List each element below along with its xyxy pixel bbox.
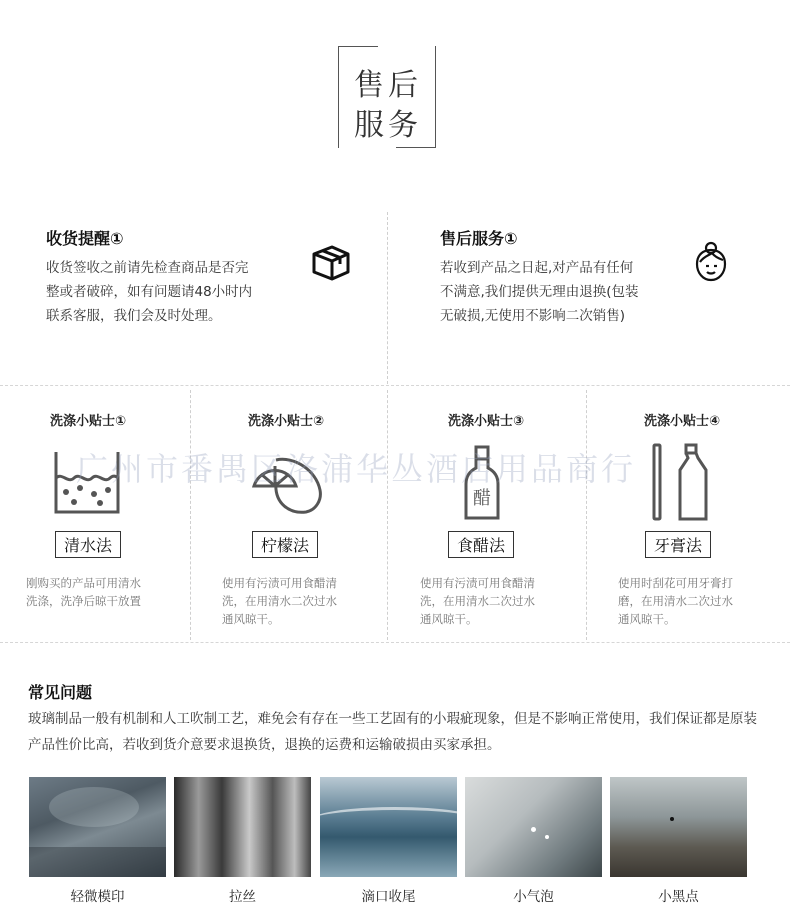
defect-caption-4: 小气泡 — [513, 889, 554, 905]
customer-service-icon — [690, 240, 732, 284]
header-line2: 服务 — [354, 108, 422, 143]
tip-4-title: 洗涤小贴士④ — [644, 414, 721, 429]
after-sales-header — [338, 46, 436, 148]
tip-2-method: 柠檬法 — [252, 531, 318, 558]
tip-3-title: 洗涤小贴士③ — [448, 414, 525, 429]
after-sales-text: 若收到产品之日起,对产品有任何 不满意,我们提供无理由退换(包装 无破损,无使用不影响二次销售) — [440, 260, 639, 324]
defect-caption-3: 滴口收尾 — [361, 889, 416, 905]
receipt-text: 收货签收之前请先检查商品是否完 整或者破碎，如有问题请48小时内 联系客服，我们会及时处理。 — [46, 260, 253, 324]
after-sales-title: 售后服务① — [440, 229, 518, 248]
tip-1-method: 清水法 — [55, 531, 121, 558]
tip-1-title: 洗涤小贴士① — [50, 414, 127, 429]
tip-divider-3 — [586, 390, 587, 640]
tip-divider-2 — [387, 390, 388, 640]
defect-photo-small-bubbles — [465, 777, 602, 877]
defect-photo-drawing-lines — [174, 777, 311, 877]
defect-caption-5: 小黑点 — [658, 889, 699, 905]
defect-caption-1: 轻微模印 — [70, 889, 125, 905]
tips-bottom-divider — [0, 642, 790, 643]
faq-text: 玻璃制品一般有机制和人工吹制工艺，难免会有存在一些工艺固有的小瑕疵现象，但是不影响正常使用，我们保证都是原装产品性价比高，若收到货介意要求退换货，退换的运费和运输破损由买家承担。 — [28, 711, 757, 753]
tip-4-desc: 使用时刮花可用牙膏打 磨，在用清水二次过水 通风晾干。 — [618, 576, 733, 626]
defect-caption-2: 拉丝 — [229, 889, 256, 905]
tip-3-desc: 使用有污渍可用食醋清 洗，在用清水二次过水 通风晾干。 — [420, 576, 535, 626]
tip-2-desc: 使用有污渍可用食醋清 洗，在用清水二次过水 通风晾干。 — [222, 576, 337, 626]
tip-1-desc: 刚购买的产品可用清水 洗涤，洗净后晾干放置 — [26, 576, 141, 608]
bottle-label: 醋 — [473, 488, 491, 509]
defect-photo-black-spots — [610, 777, 747, 877]
watermark: 广州市番禺区洛浦华丛酒店用品商行 — [76, 450, 637, 488]
defect-photo-drip-finish — [320, 777, 457, 877]
tip-2-title: 洗涤小贴士② — [248, 414, 325, 429]
tip-3-method: 食醋法 — [448, 531, 514, 558]
tips-top-divider — [0, 385, 790, 386]
toothpaste-icon — [650, 442, 712, 522]
tip-divider-1 — [190, 390, 191, 640]
receipt-title: 收货提醒① — [46, 229, 124, 248]
package-icon — [310, 244, 352, 282]
section-divider — [387, 212, 388, 384]
header-line1: 售后 — [354, 68, 422, 103]
defect-photo-mold-mark — [29, 777, 166, 877]
faq-title: 常见问题 — [28, 683, 93, 702]
tip-4-method: 牙膏法 — [645, 531, 711, 558]
